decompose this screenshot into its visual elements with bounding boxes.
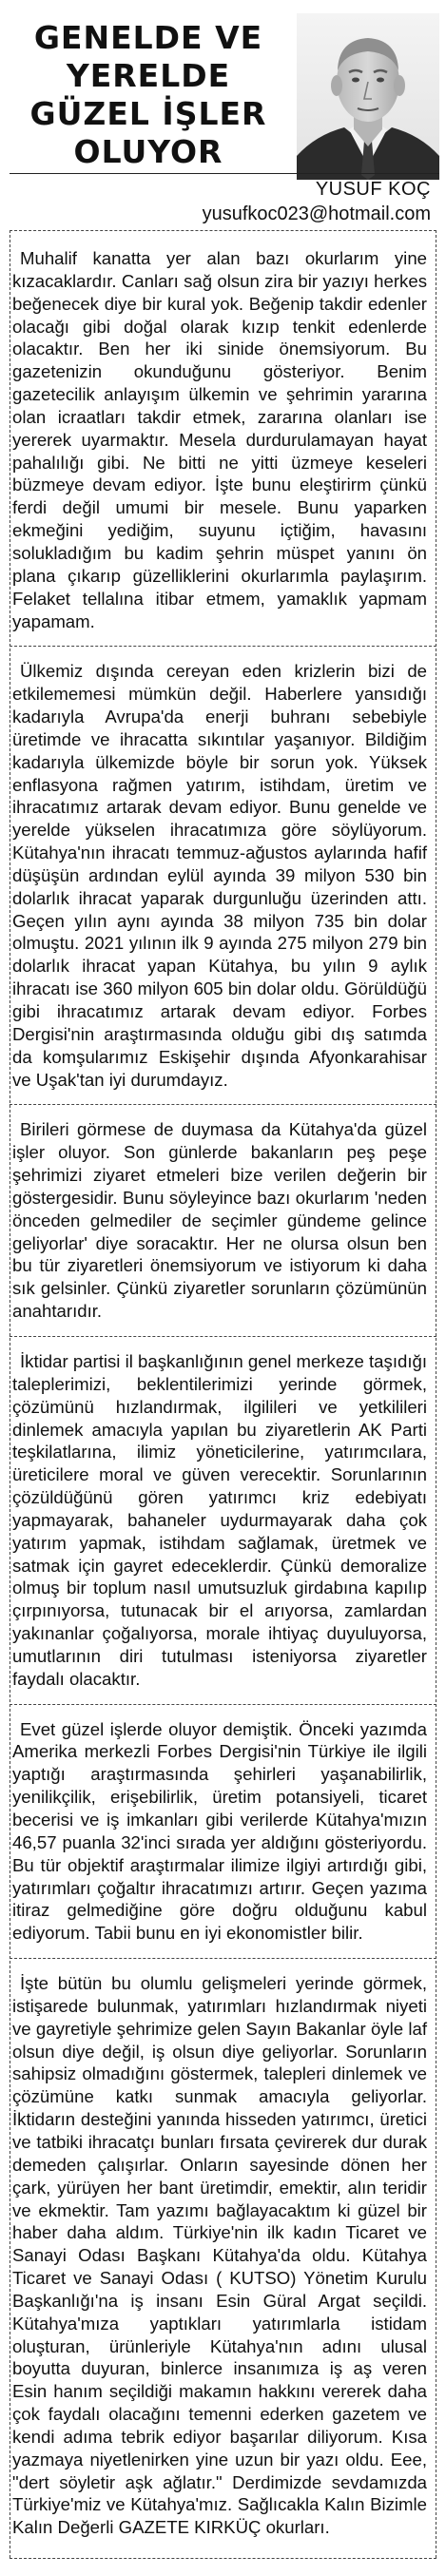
author-portrait-icon <box>297 13 439 180</box>
article-header <box>0 0 446 233</box>
headline-line: OLUYOR <box>73 133 223 170</box>
paragraph: Muhalif kanatta yer alan bazı okurlarım yine kızacaklardır. Canları sağ olsun zira bir yazıyı herkes beğenecek diye bir kural yok. Beğenip takdir edenler olacağı gibi doğal olarak kızıp tenkit edenlerde olacaktır. Ben her iki sinide önemsiyorum. Bu gazetenizin okunduğunu gösteriyor. Benim gazetecilik anlayışım ülkemin ve şehrimin yararına olan icraatları takdir etmek, zararına olanları ise yererek uyarmaktır. Mesela durdurulamayan hayat pahalılığı gibi. Ne bitti ne yitti üzmeye keseleri büzmeye devam ediyor. İşte bunu eleştirirm çünkü ferdi değil umumi bir mesele. Bunu yaparken ekmeğini yediğim, suyunu içtiğim, havasını solukladığım bu kadim şehrin müspet yanını ön plana çıkarıp güzelliklerini okurlarımla paylaşırım. Felaket tellalına itibar etmem, yamaklık yapmam yapamam. <box>12 248 427 631</box>
byline <box>203 177 431 226</box>
headline-line: GENELDE VE <box>33 19 263 56</box>
paragraph-block <box>12 1105 427 1336</box>
paragraph-block <box>12 647 427 1104</box>
author-email[interactable]: yusufkoc023@hotmail.com <box>202 203 431 224</box>
article-body <box>0 234 446 2552</box>
content-border-top <box>10 230 436 231</box>
paragraph: Evet güzel işlerde oluyor demiştik. Önceki yazımda Amerika merkezli Forbes Dergisi'nin Türkiye ile ilgili yaptığı araştırmasında şehirleri yaşanabilirlik, yenilikçilik, erişebilirlik, üretim potansiyeli, ticaret becerisi ve iş imkanları gibi verilerde Kütahya'mızın 46,57 puanla 32'inci sırada yer aldığını gösteriyordu. Bu tür objektif araştırmalar ilimize ilgiyi artırdığı gibi, yatırımları çoğaltır ihracatımızı artırır. Geçen yazıma itiraz gelmediğine göre doğru olduğunu kabul ediyorum. Tabii bunu en iyi ekonomistler bilir. <box>12 1718 427 1944</box>
paragraph: Birileri görmese de duymasa da Kütahya'da güzel işler oluyor. Son günlerde bakanların peş peşe şehrimizi ziyaret etmeleri bize verilen değerin bir göstergesidir. Bunu söyleyince bazı okurlarım 'neden önceden gelmediler de seçimler gündeme gelince geliyorlar' diye soracaktır. Her ne olursa olsun ben bu tür ziyaretleri önemsiyorum ve istiyorum ki daha sık gelsinler. Çünkü ziyaretler sorunların çözümünün anahtarıdır. <box>12 1119 427 1322</box>
paragraph-block <box>12 1705 427 1958</box>
paragraph-block <box>12 1959 427 2552</box>
headline-rule <box>10 173 439 174</box>
paragraph: Ülkemiz dışında cereyan eden krizlerin bizi de etkilememesi mümkün değil. Haberlere yansıdığı kadarıyla Avrupa'da enerji buhranı sebebiyle üretimde ve ihracatta sıkıntılar yaşanıyor. Bildiğim kadarıyla ülkemizde böyle bir sorun yok. Yüksek enflasyona rağmen yatırım, istihdam, üretim ve ihracatımız artarak devam ediyor. Bunu genelde ve yerelde yükselen ihracatımıza göre söylüyorum. Kütahya'nın ihracatı temmuz-ağustos aylarında hafif düşüşün ardından eylül ayında 39 milyon 530 bin dolarlık ihracat yaparak durgunluğu üzerinden attı. Geçen yılın aynı ayında 38 milyon 735 bin dolar olmuştu. 2021 yılının ilk 9 ayında 275 milyon 279 bin dolarlık ihracat yapan Kütahya, bu yılın 9 aylık ihracatı ise 360 milyon 605 bin dolar oldu. Görüldüğü gibi ihracatımız artarak devam ediyor. Forbes Dergisi'nin araştırmasında olduğu gibi dış satımda da komşularımız Eskişehir dışında Afyonkarahisar ve Uşak'tan iyi durumdayız. <box>12 661 427 1090</box>
content-border-bottom <box>10 2558 436 2559</box>
headline <box>25 19 272 171</box>
author-name: YUSUF KOÇ <box>315 179 431 200</box>
headline-line: GÜZEL İŞLER <box>29 95 267 132</box>
paragraph-block <box>12 1337 427 1704</box>
paragraph: İşte bütün bu olumlu gelişmeleri yerinde görmek, istişarede bulunmak, yatırımları hızlandırmak niyeti ve gayretiyle şehrimize gelen Sayın Bakanlar öyle laf olsun diye değil, iş olsun diye geliyorlar. Sorunların sahipsiz olmadığını göstermek, talepleri dinlemek ve çözümüne katkı sunmak amacıyla geliyorlar. İktidarın desteğini yanında hisseden yatırımcı, üretici ve tatbiki ihracatçı bunları fırsata çevirerek dur durak demeden çalışırlar. Onların sayesinde dönen her çark, yürüyen her bant üretimdir, emektir, alın teridir ve ekmektir. Tam yazımı bağlayacaktım ki güzel bir haber daha aldım. Türkiye'nin ilk kadın Ticaret ve Sanayi Odası Başkanı Kütahya'da oldu. Kütahya Ticaret ve Sanayi Odası ( KUTSO) Yönetim Kurulu Başkanlığı'na iş insanı Esin Güral Argat seçildi. Kütahya'mıza yaptıkları yatırımlarla istidam oluşturan, ürünleriyle Kütahya'nın adını ulusal boyutta duyuran, binlerce insanımıza iş aş veren Esin hanım seçildiği makamın hakkını vererek daha çok faydalı olacağını temenni ederken gazetem ve kendi adıma tebrik ediyor başarılar diliyorum. Kısa yazmaya niyetlenirken yine uzun bir yazı oldu. Eee, "dert söyletir aşk ağlatır." Derdimizde sevdamızda Türkiye'miz ve Kütahya'mız. Sağlıcakla Kalın Bizimle Kalın Değerli GAZETE KIRKÜÇ okurları. <box>12 1973 427 2538</box>
paragraph: İktidar partisi il başkanlığının genel merkeze taşıdığı taleplerimizi, beklentilerimizi yerinde görmek, çözümünü hızlandırmak, ilgilileri ve yetkilileri dinlemek amacıyla yapılan bu ziyaretlerin AK Parti teşkilatlarına, ilimiz yöneticilerine, yatırımcılara, üreticilere moral ve güven verecektir. Sorunlarının çözüldüğünü gören yatırımcı kriz edebiyatı yapmayarak, bahaneler uydurmayarak daha çok yatırım yapmak, istihdam sağlamak, üretmek ve satmak için gayret edeceklerdir. Çünkü demoralize olmuş bir toplum nasıl umutsuzluk girdabına kapılıp çırpınıyorsa, tutunacak bir el arıyorsa, zamlardan yakınanlar çoğalıyorsa, morale ihtiyaç duyuluyorsa, umutlarının diri tutulması isteniyorsa ziyaretler faydalı olacaktır. <box>12 1350 427 1689</box>
paragraph-block <box>12 234 427 646</box>
headline-line: YERELDE <box>66 57 231 94</box>
